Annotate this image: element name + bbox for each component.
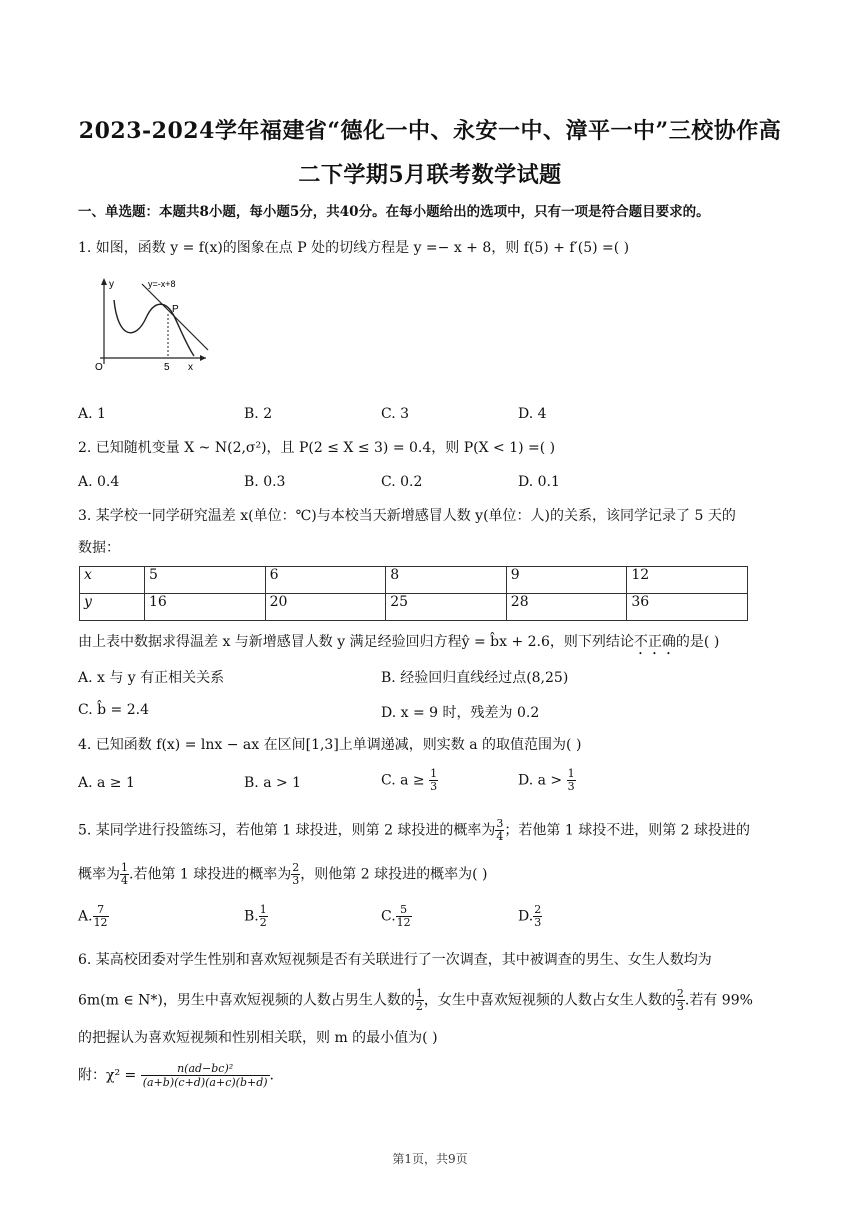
question-6-text-line-3: 的把握认为喜欢短视频和性别相关联，则 m 的最小值为( )	[78, 1030, 438, 1046]
q2-option-b: B. 0.3	[244, 474, 286, 490]
question-1-figure	[84, 270, 214, 380]
q5-option-c: C. $\frac{5}{12}$	[381, 903, 411, 929]
question-1-text: 1. 如图，函数 y = f(x)的图象在点 P 处的切线方程是 y =− x + 8，则 f(5) + f′(5) =( )	[78, 240, 630, 256]
table-cell: 28	[506, 594, 627, 621]
exam-title-line-2: 二下学期5月联考数学试题	[298, 162, 562, 188]
question-6-text-line-2: 6m(m ∈ N*)，男生中喜欢短视频的人数占男生人数的 $\frac{1}{2}$ ，女生中喜欢短视频的人数占女生人数的 $\frac{2}{3}$ .若有 99%	[78, 987, 753, 1013]
table-cell: 36	[627, 594, 748, 621]
q3-option-b: B. 经验回归直线经过点(8,25)	[381, 670, 569, 686]
question-5-text-line-1: 5. 某同学进行投篮练习，若他第 1 球投进，则第 2 球投进的概率为 $\frac{3}{4}$ ；若他第 1 球投不进，则第 2 球投进的	[78, 817, 751, 843]
tangent-line	[142, 284, 208, 350]
q1-option-a: A. 1	[78, 406, 106, 422]
table-cell: 12	[627, 567, 748, 594]
q4-option-c: C. a ≥ $\frac{1}{3}$	[381, 767, 438, 793]
q3-emphasis: 不正确	[633, 634, 676, 650]
table-cell: 9	[506, 567, 627, 594]
q1-option-d: D. 4	[518, 406, 547, 422]
data-table	[79, 566, 748, 621]
fraction: $\frac{3}{4}$	[496, 817, 504, 843]
section-heading: 一、单选题：本题共8小题，每小题5分，共40分。在每小题给出的选项中，只有一项是符合题目要求的。	[78, 204, 710, 220]
origin-label: O	[95, 362, 103, 373]
q1-option-b: B. 2	[244, 406, 273, 422]
q4-option-d: D. a > $\frac{1}{3}$	[518, 767, 575, 793]
q5-option-d: D. $\frac{2}{3}$	[518, 903, 542, 929]
table-cell: 5	[145, 567, 266, 594]
fraction: $\frac{1}{3}$	[567, 767, 575, 793]
y-axis-arrow	[101, 278, 107, 285]
table-cell: 25	[386, 594, 507, 621]
tick-label: 5	[164, 362, 170, 373]
q5-option-a: A. $\frac{7}{12}$	[78, 903, 108, 929]
table-cell: 8	[386, 567, 507, 594]
point-label: P	[172, 304, 179, 315]
function-curve	[114, 300, 194, 356]
q4-option-b: B. a > 1	[244, 775, 302, 791]
question-6-text-line-1: 6. 某高校团委对学生性别和喜欢短视频是否有关联进行了一次调查，其中被调查的男生、女生人数均为	[78, 952, 712, 968]
question-6-note: 附：χ² = $\frac{\text{n(ad−bc)²}}{(a+b)(c+d)(a+c)(b+d)}$ .	[78, 1062, 274, 1089]
table-cell: 16	[145, 594, 266, 621]
table-cell: y	[80, 594, 145, 621]
question-3-text-line-1: 3. 某学校一同学研究温差 x(单位：℃)与本校当天新增感冒人数 y(单位：人)的关系，该同学记录了 5 天的	[78, 508, 736, 524]
fraction: $\frac{1}{3}$	[430, 767, 438, 793]
x-axis-arrow	[200, 355, 206, 361]
q2-option-a: A. 0.4	[78, 474, 120, 490]
table-row-y	[80, 594, 748, 621]
q3-stem-b: 的是( )	[675, 634, 720, 650]
tangent-label: y=-x+8	[148, 279, 176, 289]
q3-option-d: D. x = 9 时，残差为 0.2	[381, 705, 540, 721]
q2-option-d: D. 0.1	[518, 474, 560, 490]
fraction: $\frac{1}{2}$	[415, 987, 423, 1013]
question-4-text: 4. 已知函数 f(x) = lnx − ax 在区间[1,3]上单调递减，则实数 a 的取值范围为( )	[78, 737, 582, 753]
y-axis-label: y	[109, 279, 114, 290]
fraction: $\frac{2}{3}$	[676, 987, 684, 1013]
table-cell: x	[80, 567, 145, 594]
table-cell: 6	[265, 567, 386, 594]
fraction: $\frac{2}{3}$	[292, 861, 300, 887]
table-cell: 20	[265, 594, 386, 621]
chi-square-fraction: $\frac{\text{n(ad−bc)²}}{(a+b)(c+d)(a+c)(b+d)}$	[142, 1062, 268, 1089]
exam-title-line-1: 2023-2024学年福建省“德化一中、永安一中、漳平一中”三校协作高	[78, 118, 782, 144]
question-3-text-line-2: 数据：	[78, 540, 120, 556]
table-row-x	[80, 567, 748, 594]
x-axis-label: x	[188, 362, 193, 373]
question-5-text-line-2: 概率为 $\frac{1}{4}$ .若他第 1 球投进的概率为 $\frac{2}{3}$ ，则他第 2 球投进的概率为( )	[78, 861, 488, 887]
q3-option-c: C. b̂ = 2.4	[78, 702, 149, 718]
fraction: $\frac{1}{4}$	[121, 861, 128, 887]
page-footer: 第1页，共9页	[392, 1152, 468, 1166]
q3-stem-a: 由上表中数据求得温差 x 与新增感冒人数 y 满足经验回归方程ŷ = b̂x + 2.6，则下列结论	[78, 634, 634, 650]
q2-option-c: C. 0.2	[381, 474, 423, 490]
q3-option-a: A. x 与 y 有正相关关系	[78, 670, 225, 686]
question-2-text: 2. 已知随机变量 X ~ N(2,σ²)，且 P(2 ≤ X ≤ 3) = 0.4，则 P(X < 1) =( )	[78, 440, 556, 456]
question-3-text-line-3	[78, 632, 719, 658]
q5-option-b: B. $\frac{1}{2}$	[244, 903, 267, 929]
q4-option-a: A. a ≥ 1	[78, 775, 135, 791]
q1-option-c: C. 3	[381, 406, 410, 422]
